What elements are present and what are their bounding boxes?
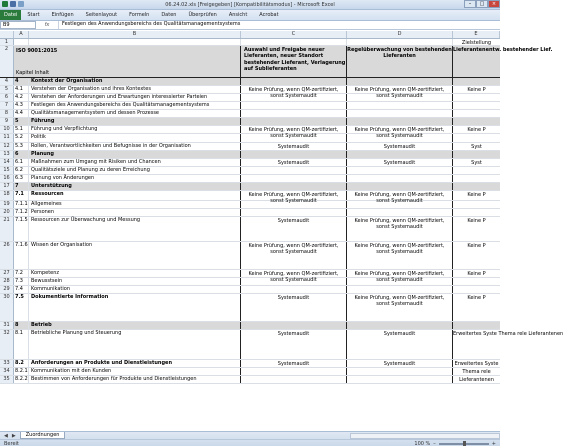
table-row — [0, 94, 500, 102]
content-cell[interactable]: Dokumentierte Information — [29, 294, 241, 321]
cell[interactable] — [347, 278, 453, 285]
row-header[interactable]: 16 — [0, 175, 14, 182]
row-header[interactable]: 8 — [0, 110, 14, 117]
row-header[interactable]: 20 — [0, 209, 14, 216]
row-header[interactable]: 17 — [0, 183, 14, 190]
chapter-cell[interactable]: 5.3 — [14, 143, 29, 150]
row-header[interactable]: 2 — [0, 46, 14, 77]
cell[interactable] — [453, 167, 500, 174]
chapter-cell[interactable]: 6 — [14, 151, 29, 158]
table-row — [0, 270, 500, 278]
content-cell[interactable]: Festlegen des Anwendungsbereichs des Qualitätsmanagementsystems — [29, 102, 241, 109]
cell[interactable] — [241, 110, 347, 117]
row-header[interactable]: 29 — [0, 286, 14, 293]
content-cell[interactable]: Politik — [29, 134, 241, 142]
window-title: 06.24.02.xls [Freigegeben] [Kompatibilitätsmodus] - Microsoft Excel — [0, 2, 500, 8]
cell[interactable] — [241, 201, 347, 208]
column-headers — [0, 31, 500, 39]
content-cell[interactable]: Führung — [29, 118, 241, 125]
table-row — [0, 102, 500, 110]
table-row — [0, 286, 500, 294]
table-row — [0, 191, 500, 201]
content-cell[interactable]: Bestimmen von Anforderungen für Produkte und Dienstleistungen — [29, 376, 241, 383]
table-row — [0, 376, 500, 384]
col-e-header[interactable]: Lieferantenentw. bestehender Lief. — [453, 46, 500, 77]
chapter-cell[interactable]: 7.1.5 — [14, 217, 29, 241]
cell[interactable] — [241, 376, 347, 383]
tab-ansicht[interactable]: Ansicht — [223, 12, 253, 18]
cell[interactable]: Systemaudit — [241, 330, 347, 359]
row-header[interactable]: 33 — [0, 360, 14, 367]
tab-einfuegen[interactable]: Einfügen — [46, 12, 80, 18]
chapter-cell[interactable]: 5.1 — [14, 126, 29, 133]
chapter-cell[interactable]: 8 — [14, 322, 29, 329]
chapter-cell[interactable]: 6.3 — [14, 175, 29, 182]
row-header[interactable]: 14 — [0, 159, 14, 166]
cell[interactable]: Erweitertes Syste — [453, 360, 500, 367]
cell[interactable]: Systemaudit — [241, 159, 347, 166]
iso-label: ISO 9001:2015 — [16, 48, 57, 54]
chapter-cell[interactable]: 4.3 — [14, 102, 29, 109]
chapter-cell[interactable]: 7.1.6 — [14, 242, 29, 269]
select-all-corner[interactable] — [0, 31, 14, 38]
content-cell[interactable]: Ressourcen — [29, 191, 241, 200]
header-row — [0, 46, 500, 78]
chapter-cell[interactable]: 7.1.1 — [14, 201, 29, 208]
cell[interactable] — [241, 368, 347, 375]
cell[interactable]: Keine Prüfung, wenn QM-zertifiziert, sonst Systemaudit — [347, 191, 453, 200]
horizontal-scrollbar[interactable] — [350, 433, 500, 439]
table-row — [0, 278, 500, 286]
cell[interactable] — [347, 78, 453, 85]
content-cell[interactable]: Ressourcen zur Überwachung und Messung — [29, 217, 241, 241]
content-cell[interactable]: Rollen, Verantwortlichkeiten und Befugnisse in der Organisation — [29, 143, 241, 150]
chapter-cell[interactable]: 7.2 — [14, 270, 29, 277]
chapter-cell[interactable]: 5 — [14, 118, 29, 125]
content-cell[interactable]: Qualitätsmanagementsystem und dessen Prozesse — [29, 110, 241, 117]
cell[interactable] — [241, 322, 347, 329]
table-row — [0, 39, 500, 46]
cell[interactable]: Keine Prüfung, wenn QM-zertifiziert, sonst Systemaudit — [347, 217, 453, 241]
row-header[interactable]: 12 — [0, 143, 14, 150]
next-sheet-icon[interactable]: ▶ — [12, 433, 16, 439]
formula-bar — [0, 21, 500, 30]
content-cell[interactable]: Kontext der Organisation — [29, 78, 241, 85]
row-header[interactable]: 27 — [0, 270, 14, 277]
content-cell[interactable]: Maßnahmen zum Umgang mit Risiken und Chancen — [29, 159, 241, 166]
cell[interactable] — [241, 151, 347, 158]
chapter-cell[interactable]: 7.1.2 — [14, 209, 29, 216]
content-cell[interactable]: Qualitätsziele und Planung zu deren Erreichung — [29, 167, 241, 174]
zoom-in-icon[interactable]: + — [492, 441, 496, 446]
data-rows — [0, 78, 500, 384]
row-header[interactable]: 11 — [0, 134, 14, 142]
table-row — [0, 134, 500, 143]
cell[interactable]: Keine Prüfung, wenn QM-zertifiziert, sonst Systemaudit — [241, 126, 347, 133]
content-cell[interactable]: Betrieb — [29, 322, 241, 329]
tab-formeln[interactable]: Formeln — [123, 12, 155, 18]
zielstellung-label[interactable]: Zielstellung — [453, 39, 500, 45]
cell[interactable] — [347, 322, 453, 329]
cell[interactable]: Keine Prüfung, wenn QM-zertifiziert, sonst Systemaudit — [347, 242, 453, 269]
row-header[interactable]: 13 — [0, 151, 14, 158]
chapter-cell[interactable]: 6.1 — [14, 159, 29, 166]
cell[interactable] — [453, 209, 500, 216]
column-header-e[interactable]: E — [453, 31, 500, 38]
table-row — [0, 330, 500, 360]
cell[interactable]: Lieferantenen — [453, 376, 500, 383]
row-header[interactable]: 15 — [0, 167, 14, 174]
cell[interactable]: Keine P — [453, 86, 500, 93]
minimize-button[interactable]: – — [464, 0, 476, 8]
content-cell[interactable]: Kommunikation mit den Kunden — [29, 368, 241, 375]
cell[interactable] — [14, 39, 29, 45]
cell[interactable]: Keine Prüfung, wenn QM-zertifiziert, sonst Systemaudit — [347, 86, 453, 93]
table-row — [0, 368, 500, 376]
cell[interactable] — [347, 39, 453, 45]
row-header[interactable]: 30 — [0, 294, 14, 321]
zoom-out-icon[interactable]: – — [433, 441, 436, 446]
formula-input[interactable]: Festlegen des Anwendungsbereichs des Qualitätsmanagementsystems — [58, 21, 500, 29]
content-cell[interactable]: Bewusstsein — [29, 278, 241, 285]
table-row — [0, 209, 500, 217]
cell[interactable] — [453, 201, 500, 208]
tab-ueberpruefen[interactable]: Überprüfen — [182, 12, 222, 18]
tab-daten[interactable]: Daten — [155, 12, 182, 18]
zoom-level: 100 % — [414, 441, 430, 446]
cell[interactable] — [347, 175, 453, 182]
chapter-cell[interactable]: 4 — [14, 78, 29, 85]
cell[interactable] — [241, 209, 347, 216]
row-header[interactable]: 26 — [0, 242, 14, 269]
cell[interactable]: Keine Prüfung, wenn QM-zertifiziert, sonst Systemaudit — [241, 86, 347, 93]
cell[interactable]: Syst — [453, 159, 500, 166]
col-c-header[interactable]: Auswahl und Freigabe neuer Lieferanten, neuer Standort bestehender Lieferant, Verlagerung auf Sublieferanten — [241, 46, 347, 77]
cell[interactable] — [347, 94, 453, 101]
table-row — [0, 175, 500, 183]
table-row — [0, 126, 500, 134]
cell[interactable] — [453, 322, 500, 329]
chapter-cell[interactable]: 6.2 — [14, 167, 29, 174]
row-header[interactable]: 19 — [0, 201, 14, 208]
cell[interactable]: Systemaudit — [347, 159, 453, 166]
cell[interactable] — [453, 183, 500, 190]
column-header-c[interactable]: C — [241, 31, 347, 38]
fx-icon[interactable]: fx — [36, 22, 58, 28]
cell[interactable] — [347, 376, 453, 383]
chapter-cell[interactable]: 7.5 — [14, 294, 29, 321]
tab-start[interactable]: Start — [21, 12, 45, 18]
content-cell[interactable]: Kompetenz — [29, 270, 241, 277]
row-header[interactable]: 31 — [0, 322, 14, 329]
chapter-cell[interactable]: 7.4 — [14, 286, 29, 293]
cell[interactable]: Syst — [453, 143, 500, 150]
cell[interactable]: Keine Prüfung, wenn QM-zertifiziert, sonst Systemaudit — [347, 294, 453, 321]
tab-seitenlayout[interactable]: Seitenlayout — [80, 12, 123, 18]
sheet-tab-zuordnungen[interactable]: Zuordnungen — [20, 432, 66, 439]
table-row — [0, 183, 500, 191]
row-header[interactable]: 34 — [0, 368, 14, 375]
cell[interactable] — [241, 94, 347, 101]
cell[interactable] — [453, 286, 500, 293]
cell[interactable] — [347, 368, 453, 375]
maximize-button[interactable]: □ — [476, 0, 488, 8]
cell[interactable] — [241, 102, 347, 109]
cell-grid — [0, 39, 500, 384]
cell[interactable]: Keine Prüfung, wenn QM-zertifiziert, sonst Systemaudit — [241, 270, 347, 277]
row-header[interactable]: 7 — [0, 102, 14, 109]
zoom-slider[interactable] — [439, 443, 489, 445]
cell[interactable]: Systemaudit — [241, 360, 347, 367]
cell[interactable] — [453, 102, 500, 109]
row-header[interactable]: 1 — [0, 39, 14, 45]
sheet-tabs — [0, 432, 500, 440]
kapitel-label: Kapitel Inhalt — [16, 70, 49, 76]
first-sheet-icon[interactable]: ◀ — [4, 433, 8, 439]
cell[interactable] — [453, 175, 500, 182]
cell[interactable]: Systemaudit — [241, 217, 347, 241]
table-row — [0, 86, 500, 94]
cell[interactable] — [241, 167, 347, 174]
row-header[interactable]: 32 — [0, 330, 14, 359]
column-header-a[interactable]: A — [14, 31, 29, 38]
zoom-control — [414, 441, 496, 446]
table-row — [0, 118, 500, 126]
cell[interactable] — [453, 151, 500, 158]
cell[interactable] — [241, 78, 347, 85]
content-cell[interactable]: Allgemeines — [29, 201, 241, 208]
cell[interactable] — [347, 134, 453, 142]
close-button[interactable]: × — [488, 0, 500, 8]
cell[interactable] — [241, 118, 347, 125]
table-row — [0, 143, 500, 151]
cell[interactable]: Thema rele — [453, 368, 500, 375]
cell[interactable]: Keine P — [453, 191, 500, 200]
cell[interactable] — [453, 134, 500, 142]
chapter-cell[interactable]: 7 — [14, 183, 29, 190]
cell[interactable] — [241, 175, 347, 182]
table-row — [0, 360, 500, 368]
content-cell[interactable]: Führung und Verpflichtung — [29, 126, 241, 133]
cell[interactable] — [347, 102, 453, 109]
cell[interactable] — [453, 110, 500, 117]
content-cell[interactable]: Betriebliche Planung und Steuerung — [29, 330, 241, 359]
cell[interactable] — [241, 286, 347, 293]
table-row — [0, 242, 500, 270]
table-row — [0, 159, 500, 167]
row-header[interactable]: 18 — [0, 191, 14, 200]
column-header-b[interactable]: B — [29, 31, 241, 38]
table-row — [0, 110, 500, 118]
cell[interactable]: Keine P — [453, 270, 500, 277]
window-controls — [464, 0, 500, 8]
cell[interactable] — [347, 286, 453, 293]
chapter-cell[interactable]: 4.4 — [14, 110, 29, 117]
cell[interactable] — [347, 151, 453, 158]
table-row — [0, 201, 500, 209]
cell[interactable] — [347, 201, 453, 208]
row-header[interactable]: 10 — [0, 126, 14, 133]
table-row — [0, 294, 500, 322]
cell[interactable]: Systemaudit — [347, 143, 453, 150]
cell[interactable]: Systemaudit — [347, 360, 453, 367]
cell[interactable] — [453, 118, 500, 125]
chapter-cell[interactable]: 5.2 — [14, 134, 29, 142]
file-tab[interactable]: Datei — [0, 10, 21, 20]
content-cell[interactable]: Verstehen der Anforderungen und Erwartungen interessierter Parteien — [29, 94, 241, 101]
table-row — [0, 151, 500, 159]
table-row — [0, 322, 500, 330]
row-header[interactable]: 21 — [0, 217, 14, 241]
chapter-cell[interactable]: 8.2 — [14, 360, 29, 367]
content-cell[interactable]: Wissen der Organisation — [29, 242, 241, 269]
status-text: Bereit — [4, 441, 19, 446]
table-row — [0, 217, 500, 242]
tab-acrobat[interactable]: Acrobat — [253, 12, 284, 18]
chapter-cell[interactable]: 8.1 — [14, 330, 29, 359]
cell[interactable]: Systemaudit — [241, 294, 347, 321]
worksheet[interactable] — [0, 31, 500, 429]
col-d-header[interactable]: Regelüberwachung von bestehenden Lieferanten — [347, 46, 453, 77]
content-cell[interactable]: Verstehen der Organisation und ihres Kontextes — [29, 86, 241, 93]
content-cell[interactable]: Personen — [29, 209, 241, 216]
ribbon-tabs — [0, 10, 500, 21]
cell[interactable] — [347, 167, 453, 174]
cell[interactable]: Systemaudit — [241, 143, 347, 150]
cell[interactable] — [453, 78, 500, 85]
table-row — [0, 78, 500, 86]
cell[interactable] — [241, 278, 347, 285]
table-row — [0, 167, 500, 175]
cell[interactable]: Keine P — [453, 294, 500, 321]
row-header[interactable]: 4 — [0, 78, 14, 85]
content-cell[interactable]: Anforderungen an Produkte und Dienstleistungen — [29, 360, 241, 367]
cell[interactable] — [347, 183, 453, 190]
chapter-cell[interactable]: 8.2.1 — [14, 368, 29, 375]
column-header-d[interactable]: D — [347, 31, 453, 38]
status-line — [0, 440, 500, 446]
cell[interactable]: Keine P — [453, 217, 500, 241]
cell[interactable] — [347, 110, 453, 117]
cell[interactable] — [241, 183, 347, 190]
chapter-cell[interactable]: 8.2.2 — [14, 376, 29, 383]
row-header[interactable]: 28 — [0, 278, 14, 285]
status-bar — [0, 431, 500, 446]
name-box[interactable]: B9 — [0, 21, 36, 29]
cell[interactable]: Keine Prüfung, wenn QM-zertifiziert, sonst Systemaudit — [241, 191, 347, 200]
cell[interactable]: Keine P — [453, 242, 500, 269]
cell[interactable] — [347, 118, 453, 125]
cell[interactable]: Keine Prüfung, wenn QM-zertifiziert, sonst Systemaudit — [241, 242, 347, 269]
iso-header-cell[interactable] — [14, 46, 241, 77]
chapter-cell[interactable]: 4.2 — [14, 94, 29, 101]
content-cell[interactable]: Planung — [29, 151, 241, 158]
title-bar — [0, 0, 500, 10]
cell[interactable] — [29, 39, 241, 45]
row-header[interactable]: 9 — [0, 118, 14, 125]
cell[interactable]: Erweitertes Syste Thema rele Lieferantenen — [453, 330, 500, 359]
cell[interactable]: Keine P — [453, 126, 500, 133]
row-header[interactable]: 5 — [0, 86, 14, 93]
cell[interactable] — [453, 94, 500, 101]
content-cell[interactable]: Kommunikation — [29, 286, 241, 293]
cell[interactable] — [453, 278, 500, 285]
content-cell[interactable]: Unterstützung — [29, 183, 241, 190]
cell[interactable] — [347, 209, 453, 216]
row-header[interactable]: 35 — [0, 376, 14, 383]
chapter-cell[interactable]: 7.3 — [14, 278, 29, 285]
content-cell[interactable]: Planung von Änderungen — [29, 175, 241, 182]
cell[interactable] — [241, 134, 347, 142]
row-header[interactable]: 6 — [0, 94, 14, 101]
cell[interactable]: Keine Prüfung, wenn QM-zertifiziert, sonst Systemaudit — [347, 126, 453, 133]
cell[interactable]: Keine Prüfung, wenn QM-zertifiziert, sonst Systemaudit — [347, 270, 453, 277]
cell[interactable] — [241, 39, 347, 45]
chapter-cell[interactable]: 7.1 — [14, 191, 29, 200]
chapter-cell[interactable]: 4.1 — [14, 86, 29, 93]
cell[interactable]: Systemaudit — [347, 330, 453, 359]
